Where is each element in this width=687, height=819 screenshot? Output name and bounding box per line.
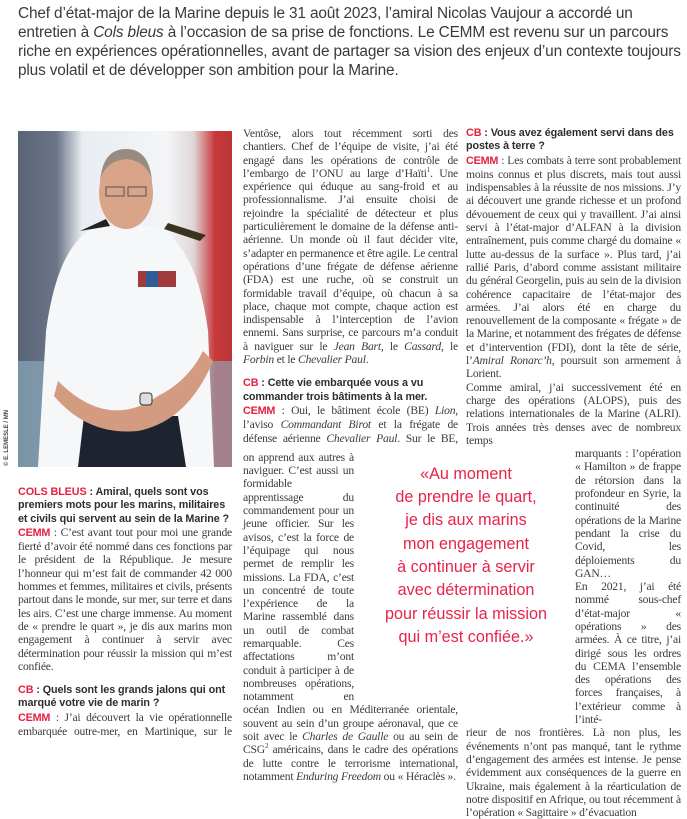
- text-segment: Comme amiral, j’ai successivement été en charge des opérations (ALOPS), puis des relations internationales de la Marine (ALRI). Trois années très denses avec de nombreux temps: [466, 380, 681, 447]
- text-segment: rieur de nos frontières. Là non plus, les événements n’ont pas manqué, tant le rythme d’engagement des armées est intense. Je pense évidemment aux conséquences de la guerre en Ukraine, mais également à la réarticulation de notre dispositif en Afrique, ou tout récemment à l’opération « Sagittaire » d’évacuation: [466, 726, 681, 819]
- text-segment: : Amiral, quels sont vos premiers mots pour les marins, militaires et civils qui servent au sein de la Marine ?: [18, 486, 230, 525]
- text-segment: : Cette vie embarquée vous a vu commander trois bâtiments à la mer.: [243, 377, 428, 403]
- text-segment: Ventôse, alors tout récemment sorti des chantiers. Chef de l’équipe de visite, j’ai été engagé dans les opérations de contrôle de l’embargo de l’ONU au large d’Haïti: [243, 127, 458, 180]
- pull-quote-line: avec détermination: [397, 581, 535, 600]
- answer-3-top: [243, 404, 458, 445]
- text-segment: ou au sein de CSG: [243, 730, 458, 757]
- text-segment: ou « Héraclès ».: [380, 769, 456, 783]
- text-segment: océan Indien ou en Méditerranée orientale, souvent au sein d’un groupe aéronaval, que ce soit avec le: [243, 703, 458, 744]
- text-segment: : Vous avez également servi dans des postes à terre ?: [466, 127, 674, 153]
- pull-quote-line: de prendre le quart,: [395, 488, 537, 507]
- text-segment: américains, dans le cadre des opérations de lutte contre le terrorisme international, notamment: [243, 743, 458, 783]
- portrait-photo: [18, 131, 232, 467]
- pull-quote-line: pour réussir la mission: [385, 604, 547, 623]
- answer-3-narrow: [243, 451, 354, 704]
- text-segment: Charles de Gaulle: [302, 730, 389, 744]
- text-segment: Amiral Ronarc’h: [472, 354, 552, 368]
- question-2: [18, 684, 232, 711]
- text-segment: : C’est avant tout pour moi une grande fierté d’avoir été nommé dans ces fonctions par le président de la République. Je mesure l’honneur qui m’est fait de commander 42 000 hommes et femmes, militaires et civils, présents partout dans le monde, sur mer, sur terre et dans les airs. C’est une charge immense. Au moment de « prendre le quart », je dis aux marins mon engagement à continuer à servir avec détermination pour réussir la mission qui m’est confiée.: [18, 525, 232, 673]
- text-segment: Chevalier Paul: [298, 353, 366, 367]
- speaker-label: CB: [243, 377, 259, 390]
- answer-2-start: [18, 711, 232, 739]
- text-segment: Chevalier Paul: [326, 431, 398, 445]
- text-segment: . Sur le BE,: [397, 431, 458, 445]
- text-segment: , l’aviso: [243, 403, 458, 432]
- text-segment: 1: [426, 166, 431, 175]
- question-4: [466, 127, 681, 154]
- text-segment: . Une expérience qui éduque au sang-froid et au professionnalisme. J’ai ensuite choisi de rejoindre la spécialité de détecteur et plus particulièrement le domaine de la défense anti-aérienne. Un monde où il faut décider vite, s’adapter en permanence et être agile. Le central opérations d’une frégate de défense aérienne (FDA) est une ruche, où se construit un formidable travail d’équipe, où chacun à sa place, chaque mot compte, chaque action est indispensable à l’interception de l’avion ennemi. Sans surprise, ce parcours m’a conduit à naviguer sur le: [243, 166, 458, 353]
- answer-2-continued: [243, 127, 458, 366]
- text-segment: : Les combats à terre sont probablement moins connus et plus discrets, mais tout aussi indispensables à la réussite de nos missions. J’y ai découvert une grande richesse et un profond dévouement de ceux qui y travaillent. J’ai ainsi servi à l’état-major d’ALFAN à la division entraînement, puis comme chargé du domaine « lutte au-dessus de la surface ». Plus tard, j’ai rallié Paris, d’abord comme assistant militaire du général Georgelin, puis au sein de la division cohérence capacitaire de l’état-major des armées. J’ai alors été en charge du renouvellement de la composante « frégate » de la Marine, et notamment des frégates de défense et d’intervention (FDI), dont la tête de série, l’: [466, 153, 681, 368]
- speaker-label: COLS BLEUS: [18, 486, 87, 498]
- text-segment: : J’ai découvert la vie opérationnelle embarquée outre-mer, en Martinique, sur le: [18, 710, 232, 739]
- text-segment: , le: [441, 339, 458, 353]
- text-segment: Jean Bart: [333, 339, 381, 353]
- photo-credit: © E. LEMESLE / MN: [4, 409, 10, 466]
- article-intro: [18, 4, 686, 80]
- answer-1: [18, 526, 232, 673]
- answer-3-bottom: [243, 703, 458, 783]
- text-segment: Cols bleus: [93, 24, 164, 41]
- pull-quote-line: mon engagement: [403, 534, 529, 553]
- text-segment: : Oui, le bâtiment école (BE): [275, 403, 435, 417]
- text-segment: Commandant Birot: [280, 418, 371, 432]
- answer-4-paragraph-2: [466, 381, 681, 447]
- text-segment: Cassard: [404, 339, 441, 353]
- text-segment: , poursuit son armement à Lorient.: [466, 354, 681, 381]
- text-segment: Forbin: [243, 353, 275, 367]
- text-segment: .: [365, 353, 369, 367]
- speaker-label: CEMM: [243, 404, 276, 417]
- speaker-label: CB: [466, 127, 482, 139]
- text-segment: à l’occasion de sa prise de fonctions. Le CEMM est revenu sur un parcours riche en expériences opérationnelles, avant de partager sa vision des enjeux d’un contexte toujours plus volatil et de développer son ambition pour la Marine.: [18, 24, 681, 79]
- admiral-portrait-illustration: [18, 131, 232, 467]
- answer-4-narrow-1: [575, 447, 681, 580]
- pull-quote-line: je dis aux marins: [405, 511, 527, 530]
- text-segment: on apprend aux autres à naviguer. C’est aussi un formidable apprentissage du commandement pour un jeune officier. Sur les avisos, c’est la force de l’équipage qui nous permet de remplir les missions. La FDA, c’est un concentré de toute l’expérience de la Marine rassemblé dans un outil de combat remarquable. Ces affectations m’ont conduit à participer à de nombreuses opérations, notamment en: [243, 450, 354, 704]
- text-segment: et la frégate de défense aérienne: [243, 418, 458, 445]
- answer-4-narrow-2: [575, 580, 681, 726]
- text-segment: Chef d’état-major de la Marine depuis le 31 août 2023, l’amiral Nicolas Vaujour a accordé un entretien à: [18, 5, 633, 41]
- text-segment: , le: [380, 339, 405, 353]
- column-3: [466, 127, 681, 819]
- column-1: [18, 131, 232, 738]
- answer-4-top: [466, 154, 681, 381]
- speaker-label: CEMM: [18, 711, 51, 724]
- pull-quote-line: qui m’est confiée.»: [398, 627, 534, 646]
- speaker-label: CEMM: [466, 154, 499, 167]
- text-segment: 2: [264, 742, 269, 751]
- speaker-label: CB: [18, 684, 34, 697]
- text-segment: En 2021, j’ai été nommé sous-chef d’état-major « opérations » des armées. À ce titre, j’ai dirigé sous les ordres du CEMA l’ensemble des opérations des forces françaises, à l’extérieur comme à l’inté-: [575, 580, 681, 727]
- speaker-label: CEMM: [18, 526, 51, 539]
- text-segment: et le: [274, 353, 299, 367]
- pull-quote-line: à continuer à servir: [397, 558, 535, 577]
- quote-wrap-zone: [243, 450, 547, 704]
- text-segment: Enduring Freedom: [296, 769, 381, 783]
- question-3: [243, 377, 458, 404]
- question-1: [18, 486, 232, 526]
- pull-quote-line: «Au moment: [420, 464, 512, 483]
- answer-4-bottom: [466, 726, 681, 819]
- text-segment: Lion: [434, 403, 456, 417]
- text-segment: marquants : l’opération « Hamilton » de frappe de rétorsion dans la profondeur en Syrie, la continuité des opérations de la Marine pendant la crise du Covid, les déploiements du GAN…: [575, 447, 681, 580]
- text-segment: : Quels sont les grands jalons qui ont marqué votre vie de marin ?: [18, 684, 226, 710]
